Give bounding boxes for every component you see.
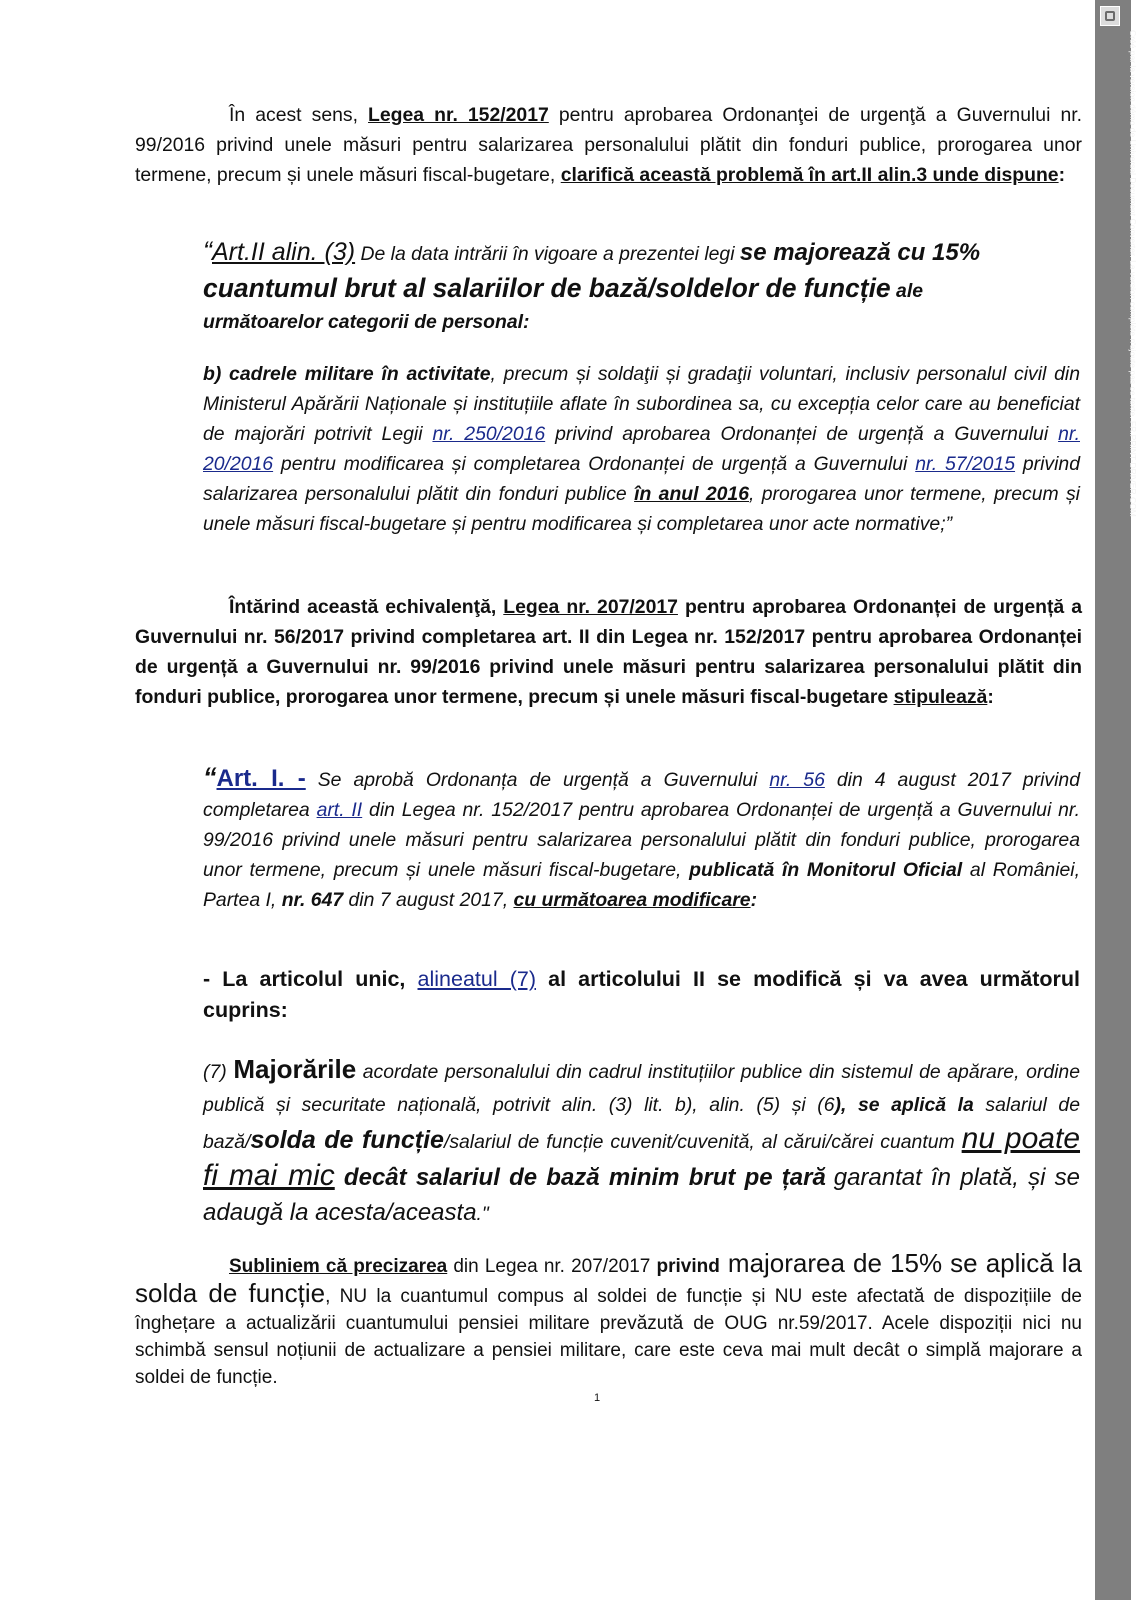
article-link-art-ii[interactable]: art. II bbox=[316, 799, 363, 821]
amendment-heading: - La articolul unic, alineatul (7) al articolului II se modifică și va avea următorul cuprins: bbox=[203, 967, 1080, 1022]
watermark-text: Créé par la version démo de Universal Document Converter. La version complète n'ajoute pas ce texte. FR.PRINT-DRIVER.COM bbox=[1128, 30, 1138, 517]
page-number: 1 bbox=[594, 1392, 601, 1404]
emphasis-underlined: clarifică această problemă în art.II alin.3 unde dispune bbox=[560, 164, 1059, 186]
law-reference: Legea nr. 152/2017 bbox=[368, 104, 549, 126]
law-reference: Legea nr. 207/2017 bbox=[503, 596, 678, 618]
quote-open-mark: “ bbox=[203, 236, 212, 266]
paragraph-conclusion: Subliniem că precizarea din Legea nr. 207/2017 privind majorarea de 15% se aplică la solda de funcție, NU la cuantumul compus al soldei de funcție și NU este afectată de dispozițiile de înghețare a actualizării cuantumului pensiei militare prevăzută de OUG nr.59/2017. Acele dispoziții nici nu schimbă sensul noțiunii de actualizare a pensiei militare, care este ceva mai mult decât o simplă majorare a soldei de funcție. bbox=[135, 1248, 1082, 1388]
article-link-art-i[interactable]: Art. I. - bbox=[216, 765, 306, 792]
quote-art-ii: “Art.II alin. (3) De la data intrării în vigoare a prezentei legi se majorează cu 15% cuantumul brut al salariilor de bază/soldelor de funcție ale următoarelor categorii de personal: bbox=[203, 236, 981, 333]
quote-art-i: “Art. I. - Se aprobă Ordonanța de urgență a Guvernului nr. 56 din 4 august 2017 privind completarea art. II din Legea nr. 152/2017 pentru aprobarea Ordonanței de urgență a Guvernului nr. 99/2016 privind unele măsuri pentru salarizarea personalului plătit din fonduri publice, prorogarea unor termene, precum și unele măsuri fiscal-bugetare, publicată în Monitorul Oficial al României, Partea I, nr. 647 din 7 august 2017, cu următoarea modificare: bbox=[203, 762, 1081, 911]
law-link-250-2016[interactable]: nr. 250/2016 bbox=[432, 423, 546, 445]
paragraph-intro: În acest sens, Legea nr. 152/2017 pentru aprobarea Ordonanţei de urgenţă a Guvernului nr. 99/2016 privind unele măsuri pentru salarizarea personalului plătit din fonduri publice, prorogarea unor termene, precum și unele măsuri fiscal-bugetare, clarifică această problemă în art.II alin.3 unde dispune: bbox=[135, 104, 1082, 186]
law-link-57-2015[interactable]: nr. 57/2015 bbox=[915, 453, 1016, 475]
paragraph-equivalence: Întărind această echivalenţă, Legea nr. 207/2017 pentru aprobarea Ordonanței de urgență a Guvernului nr. 56/2017 privind completarea art. II din Legea nr. 152/2017 pentru aprobarea Ordonanței de urgență a Guvernului nr. 99/2016 privind unele măsuri pentru salarizarea personalului plătit din fonduri publice, prorogarea unor termene, precum și unele măsuri fiscal-bugetare stipulează: bbox=[135, 596, 1082, 708]
ordinance-link-nr-56[interactable]: nr. 56 bbox=[769, 769, 825, 791]
law-link-20-2016[interactable]: nr. 20/2016 bbox=[203, 423, 1080, 475]
paragraph-link-alineatul-7[interactable]: alineatul (7) bbox=[417, 967, 536, 991]
document-icon bbox=[1100, 6, 1120, 26]
quote-point-b: b) cadrele militare în activitate, precum și soldaţii și gradaţii voluntari, inclusiv personalul civil din Ministerul Apărării Naționale și instituțiile aflate în subordinea sa, cu excepția celor care au beneficiat de majorări potrivit Legii nr. 250/2016 privind aprobarea Ordonanței de urgență a Guvernului nr. 20/2016 pentru modificarea și completarea Ordonanței de urgență a Guvernului nr. 57/2015 privind salarizarea personalului plătit din fonduri publice în anul 2016, prorogarea unor termene, precum și unele măsuri fiscal-bugetare și pentru modificarea și completarea unor acte normative;” bbox=[203, 363, 1081, 535]
amendment-text: (7) Majorările acordate personalului din cadrul instituțiilor publice din sistemul de apărare, ordine publică și securitate națională, potrivit alin. (3) lit. b), alin. (5) și (6), se aplică la salariul de bază/solda de funcție/salariul de funcție cuvenit/cuvenită, al cărui/cărei cuantum nu poate fi mai mic decât salariul de bază minim brut pe țară garantat în plată, și se adaugă la acesta/aceasta." bbox=[203, 1054, 1081, 1226]
quote-open-mark: “ bbox=[203, 762, 217, 792]
article-reference: Art.II alin. (3) bbox=[212, 238, 356, 266]
